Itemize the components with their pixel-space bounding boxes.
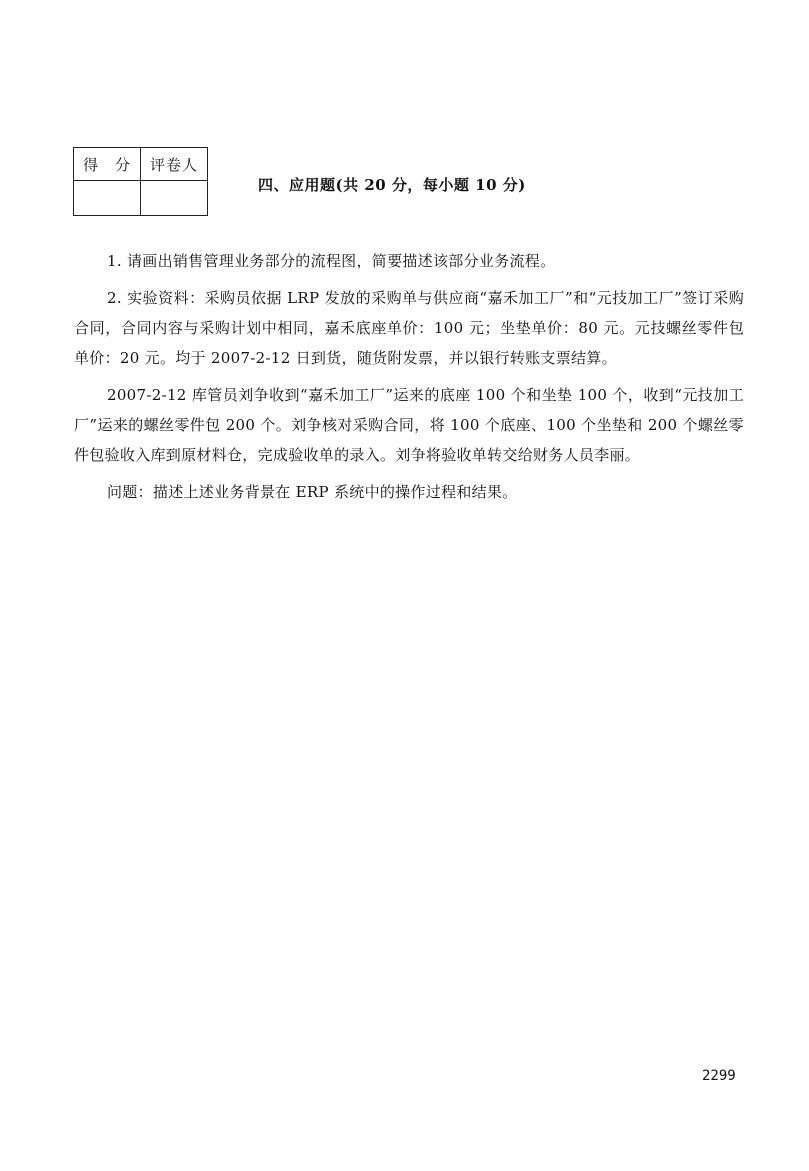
score-value-cell[interactable]	[74, 181, 141, 216]
question-content	[74, 246, 744, 514]
grader-label: 评卷人	[141, 148, 208, 181]
score-box	[73, 147, 208, 216]
grader-value-cell[interactable]	[141, 181, 208, 216]
question-1: 1. 请画出销售管理业务部分的流程图，简要描述该部分业务流程。	[107, 252, 556, 270]
question-2-continuation: 2007-2-12 库管员刘争收到“嘉禾加工厂”运来的底座 100 个和坐垫 100 个，收到“元技加工厂”运来的螺丝零件包 200 个。刘争核对采购合同，将 100 个底座、100 个坐垫和 200 个螺丝零件包验收入库到原材料仓，完成验收单的录入。刘争将验收单转交给财务人员李丽。	[74, 386, 744, 464]
score-label: 得 分	[74, 148, 141, 181]
page-number: 2299	[702, 1068, 736, 1084]
question-2-problem: 问题：描述上述业务背景在 ERP 系统中的操作过程和结果。	[107, 483, 518, 501]
score-box-input-row	[74, 181, 208, 216]
score-box-header-row	[74, 148, 208, 181]
section-title: 四、应用题(共 20 分，每小题 10 分)	[258, 176, 526, 194]
question-2: 2. 实验资料：采购员依据 LRP 发放的采购单与供应商“嘉禾加工厂”和“元技加工厂”签订采购合同，合同内容与采购计划中相同，嘉禾底座单价：100 元；坐垫单价：80 元。元技螺丝零件包单价：20 元。均于 2007-2-12 日到货，随货附发票，并以银行转账支票结算。	[74, 289, 744, 367]
